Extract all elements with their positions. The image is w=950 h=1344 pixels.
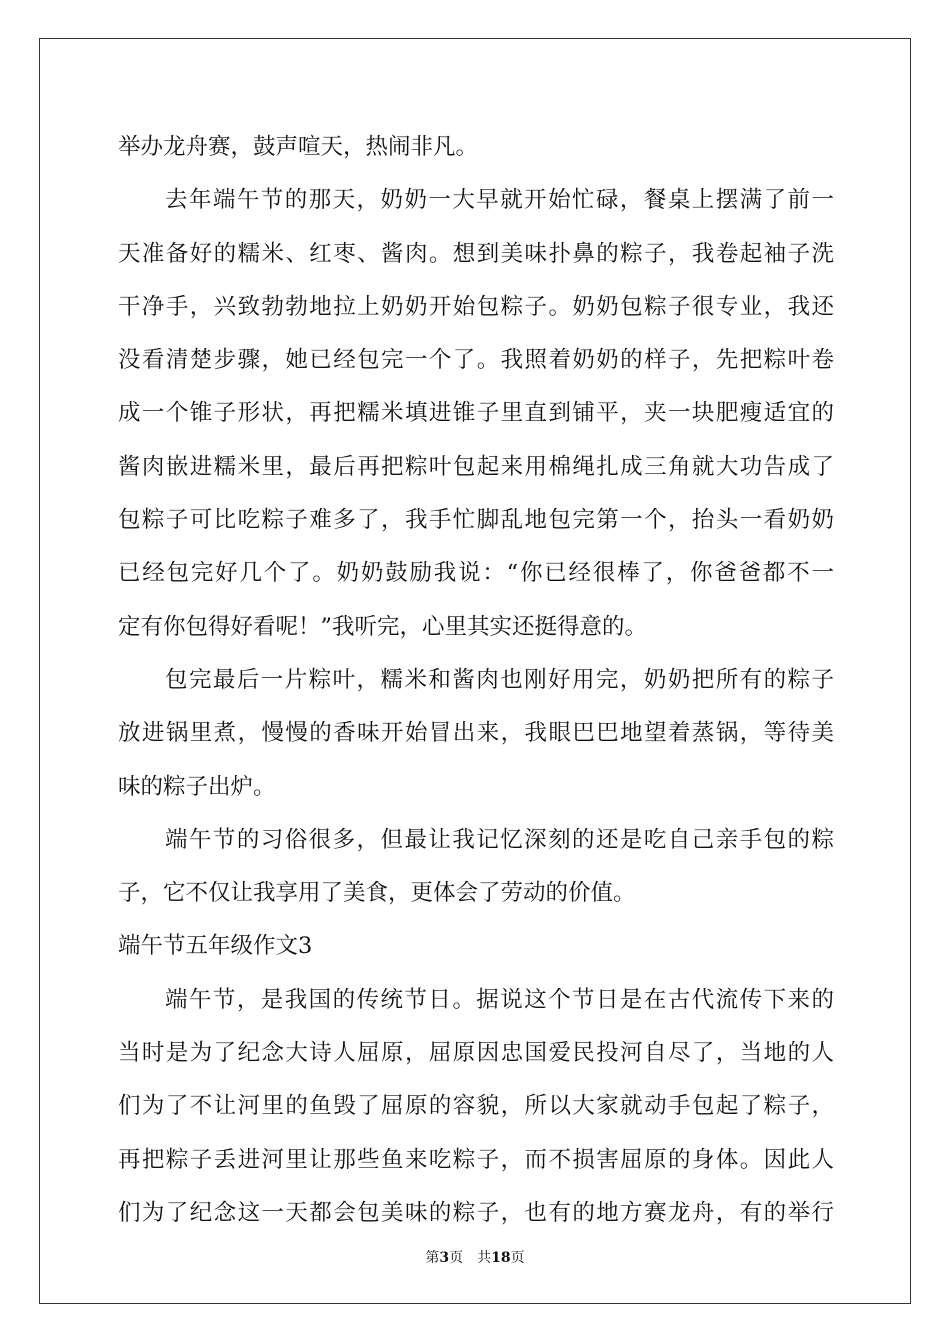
text-line: 们为了不让河里的鱼毁了屈原的容貌，所以大家就动手包起了粽子， [118,1093,834,1120]
page-suffix: 页 [449,1250,464,1266]
page-footer [0,1247,950,1267]
text-line: 子，它不仅让我享用了美食，更体会了劳动的价值。 [118,880,636,907]
text-line: 包粽子可比吃粽子难多了，我手忙脚乱地包完第一个，抬头一看奶奶 [118,507,834,534]
total-prefix: 共 [477,1250,492,1266]
text-line: 放进锅里煮，慢慢的香味开始冒出来，我眼巴巴地望着蒸锅，等待美 [118,720,834,747]
text-line: 定有你包得好看呢！”我听完，心里其实还挺得意的。 [118,613,648,640]
text-line: 们为了纪念这一天都会包美味的粽子，也有的地方赛龙舟，有的举行 [118,1199,834,1226]
text-line: 端午节，是我国的传统节日。据说这个节日是在古代流传下来的 [165,986,834,1013]
page-number: 3 [439,1250,450,1266]
text-line: 当时是为了纪念大诗人屈原，屈原因忠国爱民投河自尽了，当地的人 [118,1040,834,1067]
text-line: 去年端午节的那天，奶奶一大早就开始忙碌，餐桌上摆满了前一 [165,187,834,214]
total-pages: 18 [491,1250,511,1266]
text-line: 酱肉嵌进糯米里，最后再把粽叶包起来用棉绳扎成三角就大功告成了 [118,453,834,480]
text-line: 味的粽子出炉。 [118,773,276,800]
text-line: 已经包完好几个了。奶奶鼓励我说：“你已经很棒了，你爸爸都不一 [118,560,834,587]
text-line: 再把粽子丢进河里让那些鱼来吃粽子，而不损害屈原的身体。因此人 [118,1146,834,1173]
text-line: 没看清楚步骤，她已经包完一个了。我照着奶奶的样子，先把粽叶卷 [118,347,834,374]
section-heading: 端午节五年级作文3 [118,933,313,960]
text-line: 包完最后一片粽叶，糯米和酱肉也刚好用完，奶奶把所有的粽子 [165,666,834,693]
text-line: 成一个锥子形状，再把糯米填进锥子里直到铺平，夹一块肥瘦适宜的 [118,400,834,427]
text-line: 干净手，兴致勃勃地拉上奶奶开始包粽子。奶奶包粽子很专业，我还 [118,293,834,320]
document-body [118,121,834,1240]
text-line: 天准备好的糯米、红枣、酱肉。想到美味扑鼻的粽子，我卷起袖子洗 [118,240,834,267]
text-line: 端午节的习俗很多，但最让我记忆深刻的还是吃自己亲手包的粽 [165,826,834,853]
text-line: 举办龙舟赛，鼓声喧天，热闹非凡。 [118,134,479,160]
total-suffix: 页 [510,1250,525,1266]
page-prefix: 第 [425,1250,440,1266]
